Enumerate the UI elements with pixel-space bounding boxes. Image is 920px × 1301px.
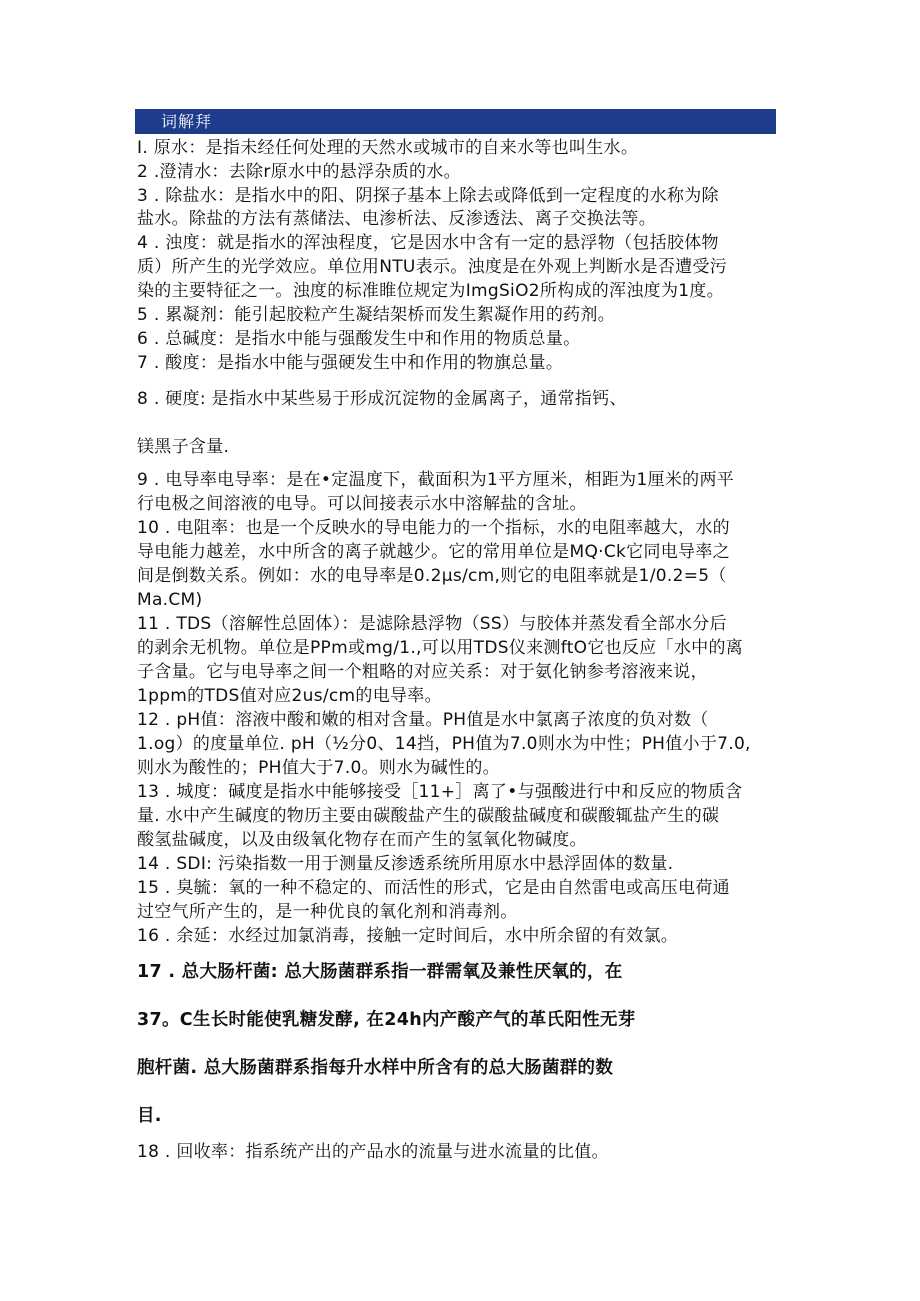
text-line: 1.og）的度量单位. pH（½分0、14挡，PH值为7.0则水为中性；PH值小于7.0, — [137, 734, 751, 754]
text-line: 11 . TDS（溶解性总固体）：是滤除悬浮物（SS）与胶体并蒸发看全部水分后 — [137, 614, 727, 634]
text-line: 导电能力越差，水中所含的离子就越少。它的常用单位是MQ·Ck它同电导率之 — [137, 542, 730, 562]
text-line: I. 原水：是指未经任何处理的天然水或城市的自来水等也叫生水。 — [137, 138, 639, 158]
text-line: 质）所产生的光学效应。单位用NTU表示。浊度是在外观上判断水是否遭受污 — [137, 257, 728, 277]
section-heading-bar — [135, 109, 776, 134]
text-line: 6 . 总碱度：是指水中能与强酸发生中和作用的物质总量。 — [137, 329, 581, 349]
text-line: 3 . 除盐水：是指水中的阳、阴探子基本上除去或降低到一定程度的水称为除 — [137, 186, 719, 206]
text-line: 1ppm的TDS值对应2us∕cm的电导率。 — [137, 686, 442, 706]
text-line: 染的主要特征之一。浊度的标准睢位规定为ImgSiO2所构成的浑浊度为1度。 — [137, 281, 724, 301]
text-line: 子含量。它与电导率之间一个粗略的对应关系：对于氨化钠参考溶液来说， — [137, 662, 708, 682]
text-line: 12 . pH值：溶液中酸和嫩的相对含量。PH值是水中氯离子浓度的负对数（ — [137, 710, 709, 730]
text-line: 4 . 浊度：就是指水的浑浊程度，它是因水中含有一定的悬浮物（包括胶体物 — [137, 233, 719, 253]
text-line: 18 . 回收率：指系统产出的产品水的流量与进水流量的比值。 — [137, 1142, 609, 1162]
text-line: 则水为酸性的；PH值大于7.0。则水为碱性的。 — [137, 758, 500, 778]
section-heading: 词解拜 — [161, 112, 213, 131]
text-line: 盐水。除盐的方法有蒸储法、电渗析法、反渗透法、离子交换法等。 — [137, 209, 656, 229]
text-line: 5 . 累凝剂：能引起胶粒产生凝结架桥而发生絮凝作用的药剂。 — [137, 305, 616, 325]
text-line: 15 . 臭毓：氧的一种不稳定的、而活性的形式，它是由自然雷电或高压电荷通 — [137, 878, 730, 898]
text-line: 2 .澄清水：去除r原水中的悬浮杂质的水。 — [137, 162, 461, 182]
text-line: 8 . 硬度: 是指水中某些易于形成沉淀物的金属离子，通常指钙、 — [137, 389, 627, 409]
text-line: 17 . 总大肠杆菌: 总大肠菌群系指一群需氧及兼性厌氧的，在 — [137, 962, 623, 982]
text-line: 目. — [137, 1106, 162, 1126]
text-line: 镁黑子含量. — [137, 437, 230, 457]
text-line: 胞杆菌. 总大肠菌群系指每升水样中所含有的总大肠菌群的数 — [137, 1058, 614, 1078]
text-line: 14 . SDI: 污染指数一用于测量反渗透系统所用原水中悬浮固体的数量. — [137, 854, 674, 874]
text-line: 10 . 电阻率：也是一个反映水的导电能力的一个指标，水的电阻率越大，水的 — [137, 518, 730, 538]
text-line: 13 . 城度：碱度是指水中能够接受［11+］离了•与强酸进行中和反应的物质含 — [137, 782, 743, 802]
text-line: 量. 水中产生碱度的物历主要由碳酸盐产生的碳酸盐碱度和碳酸辄盐产生的碳 — [137, 806, 720, 826]
text-line: 酸氢盐碱度，以及由级氧化物存在而产生的氢氧化物碱度。 — [137, 830, 587, 850]
text-line: 7 . 酸度：是指水中能与强硬发生中和作用的物旗总量。 — [137, 353, 564, 373]
text-line: 37。C生长时能使乳糖发酵, 在24h内产酸产气的革氏阳性无芽 — [137, 1010, 636, 1030]
text-line: Ma.CM) — [137, 590, 203, 610]
text-line: 行电极之间溶液的电导。可以间接表示水中溶解盐的含址。 — [137, 494, 587, 514]
text-line: 的剥余无机物。单位是PPm或mg∕1.,可以用TDS仪来测ftO它也反应「水中的离 — [137, 638, 744, 658]
text-line: 间是倒数关系。例如：水的电导率是0.2μs∕cm,则它的电阻率就是1/0.2=5（ — [137, 566, 727, 586]
text-line: 9 . 电导率电导率：是在•定温度下，截面积为1平方厘米，相距为1厘米的两平 — [137, 470, 735, 490]
text-line: 16 . 余延：水经过加氯消毒，接触一定时间后，水中所余留的有效氯。 — [137, 926, 679, 946]
text-line: 过空气所产生的，是一种优良的氧化剂和消毒剂。 — [137, 902, 518, 922]
